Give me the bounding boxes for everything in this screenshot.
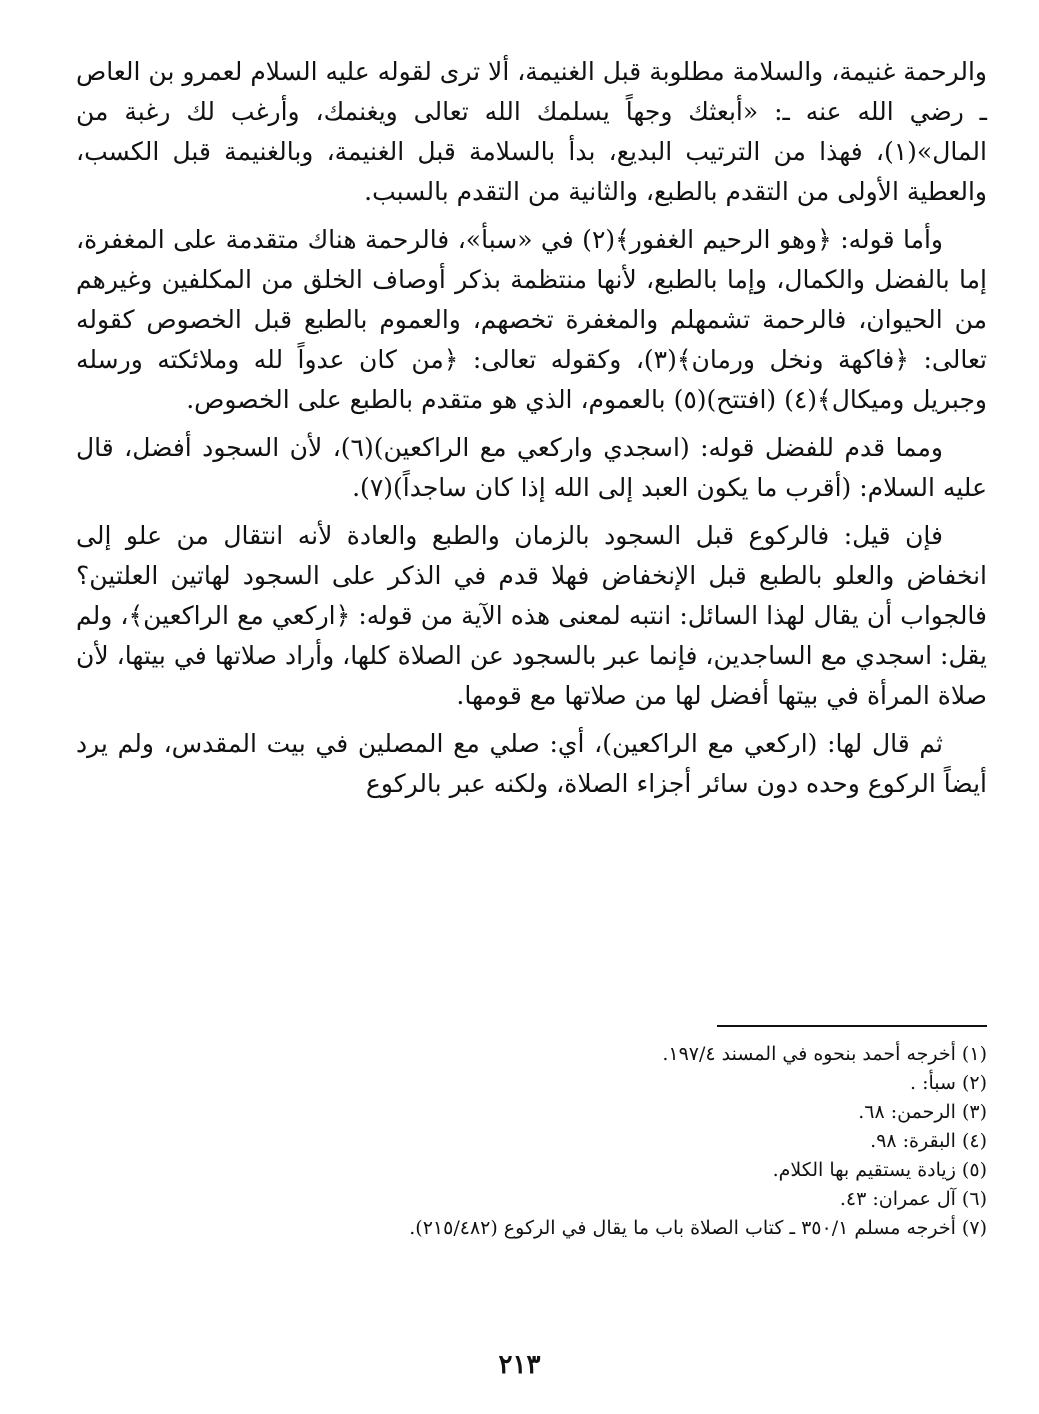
footnote-2: (٢) سبأ: . — [909, 1072, 987, 1094]
page-number: ٢١٣ — [498, 1350, 541, 1380]
main-text — [76, 52, 987, 812]
paragraph-5: ثم قال لها: (اركعي مع الراكعين)، أي: صلي مع المصلين في بيت المقدس، ولم يرد أيضاً الركوع وحده دون سائر أجزاء الصلاة، ولكنه عبر بالركوع — [76, 729, 987, 798]
footnote-6: (٦) آل عمران: ٤٣. — [839, 1188, 987, 1210]
paragraph-1: والرحمة غنيمة، والسلامة مطلوبة قبل الغنيمة، ألا ترى لقوله عليه السلام لعمرو بن العاص ـ رضي الله عنه ـ: «أبعثك وجهاً يسلمك الله تعالى ويغنمك، وأرغب لك رغبة من المال»(١)، فهذا من الترتيب البديع، بدأ بالسلامة قبل الغنيمة، وبالغنيمة قبل الكسب، والعطية الأولى من التقدم بالطبع، والثانية من التقدم بالسبب. — [76, 57, 987, 206]
footnotes — [76, 1040, 987, 1243]
footnote-4: (٤) البقرة: ٩٨. — [870, 1130, 987, 1152]
footnote-7: (٧) أخرجه مسلم ٣٥٠/١ ـ كتاب الصلاة باب ما يقال في الركوع (٢١٥/٤٨٢). — [409, 1217, 987, 1239]
footnote-5: (٥) زيادة يستقيم بها الكلام. — [772, 1159, 987, 1181]
footnote-1: (١) أخرجه أحمد بنحوه في المسند ١٩٧/٤. — [662, 1043, 987, 1065]
paragraph-2: وأما قوله: ﴿وهو الرحيم الغفور﴾(٢) في «سبأ»، فالرحمة هناك متقدمة على المغفرة، إما بالفضل والكمال، وإما بالطبع، لأنها منتظمة بذكر أوصاف الخلق من المكلفين وغيرهم من الحيوان، فالرحمة تشمهلم والمغفرة تخصهم، والعموم بالطبع قبل الخصوص كقوله تعالى: ﴿فاكهة ونخل ورمان﴾(٣)، وكقوله تعالى: ﴿من كان عدواً لله وملائكته ورسله وجبريل وميكال﴾(٤) (افتتح)(٥) بالعموم، الذي هو متقدم بالطبع على الخصوص. — [76, 225, 987, 414]
paragraph-4: فإن قيل: فالركوع قبل السجود بالزمان والطبع والعادة لأنه انتقال من علو إلى انخفاض والعلو بالطبع قبل الإنخفاض فهلا قدم في الذكر على السجود لهاتين العلتين؟ فالجواب أن يقال لهذا السائل: انتبه لمعنى هذه الآية من قوله: ﴿اركعي مع الراكعين﴾، ولم يقل: اسجدي مع الساجدين، فإنما عبر بالسجود عن الصلاة كلها، وأراد صلاتها في بيتها، لأن صلاة المرأة في بيتها أفضل لها من صلاتها مع قومها. — [76, 521, 987, 710]
footnote-3: (٣) الرحمن: ٦٨. — [858, 1101, 987, 1123]
paragraph-3: ومما قدم للفضل قوله: (اسجدي واركعي مع الراكعين)(٦)، لأن السجود أفضل، قال عليه السلام: (أقرب ما يكون العبد إلى الله إذا كان ساجداً)(٧). — [76, 433, 987, 502]
footnote-divider — [717, 1025, 987, 1027]
